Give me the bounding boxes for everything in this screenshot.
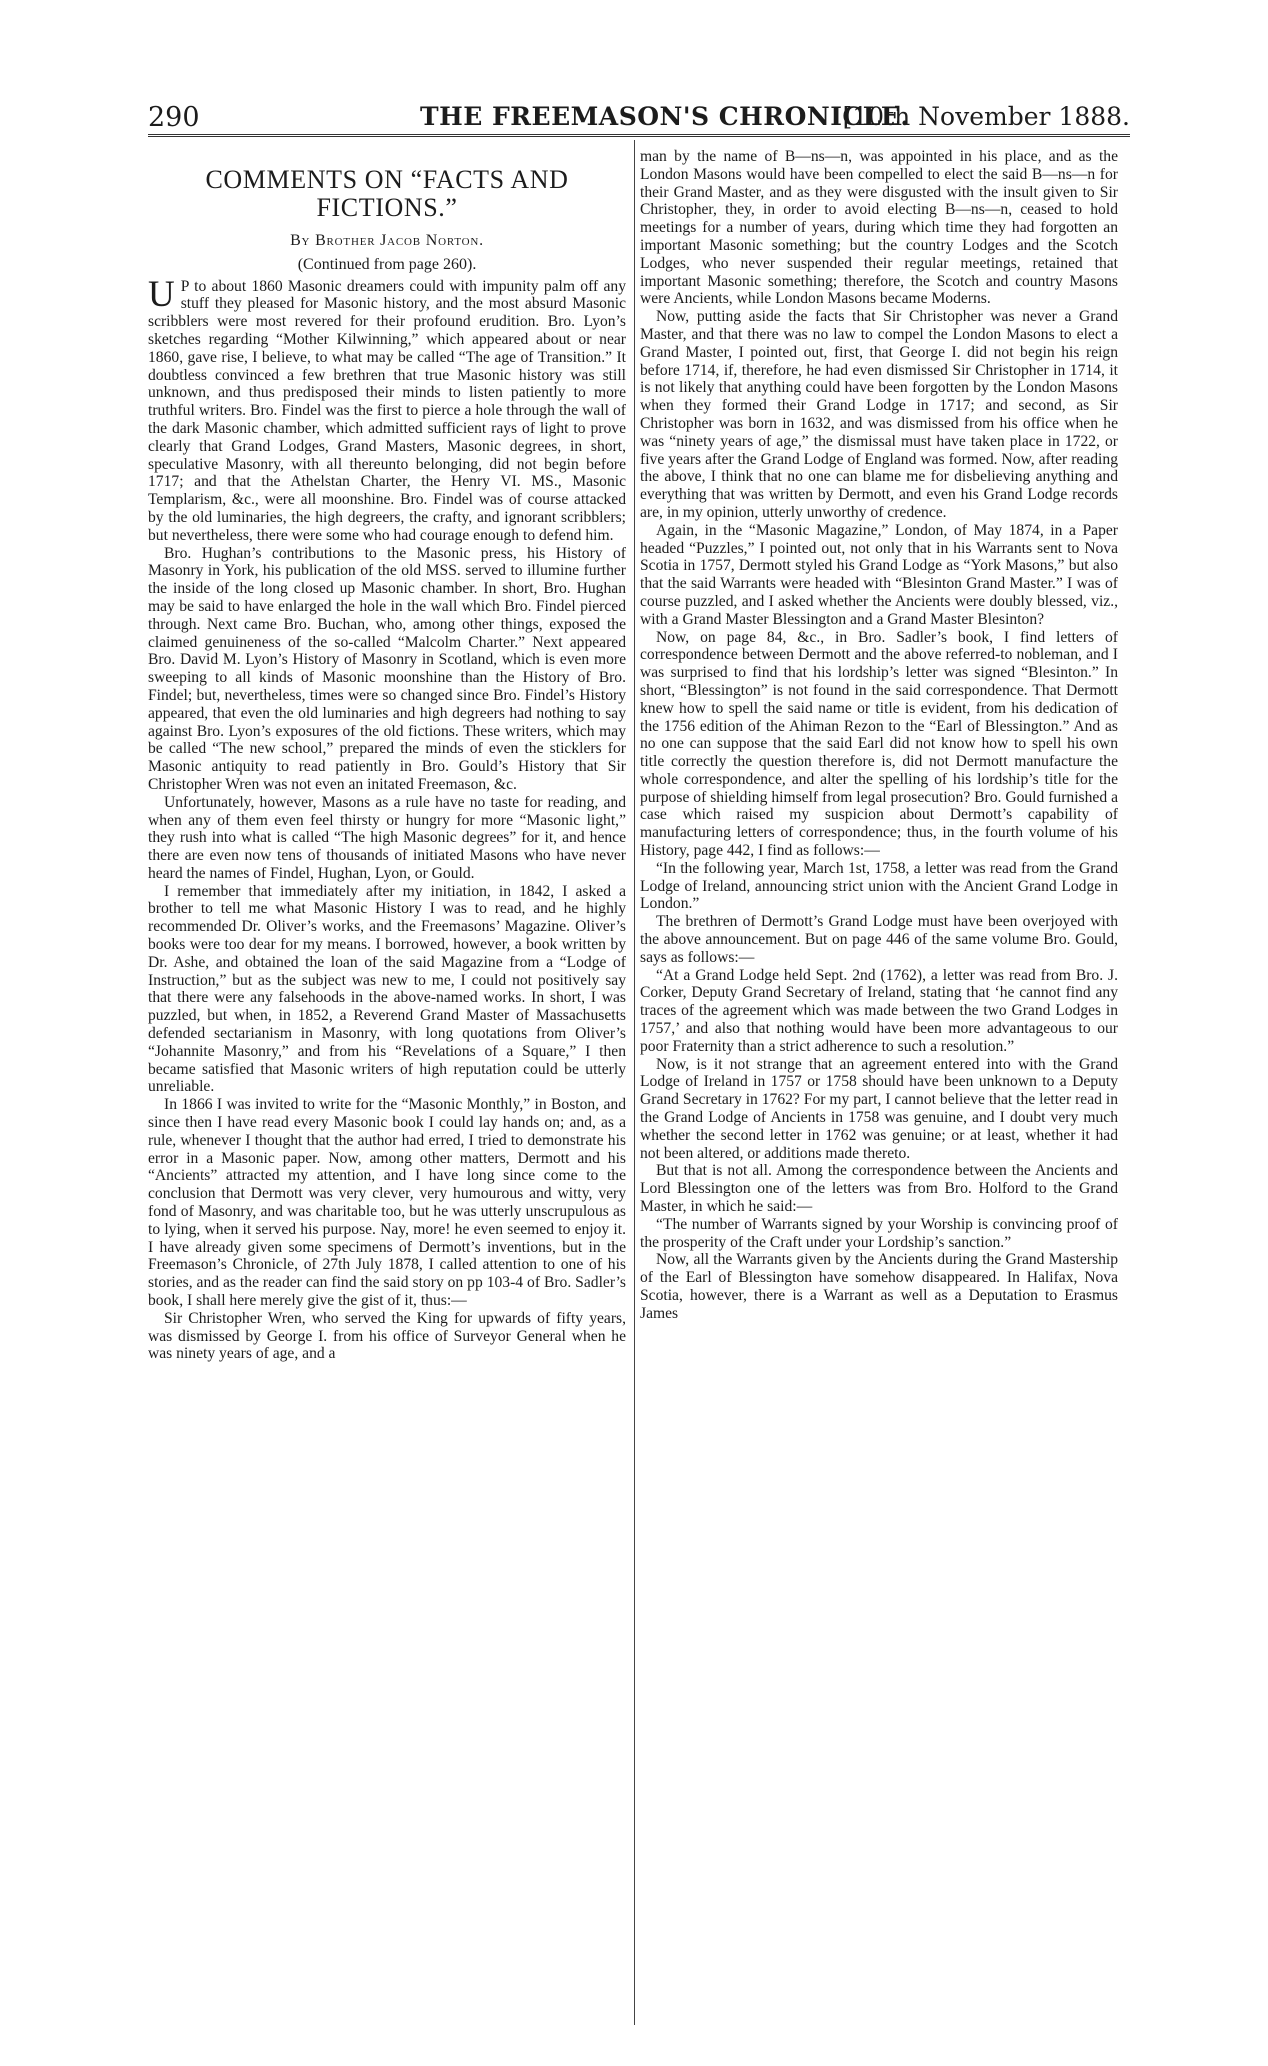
paragraph: Bro. Hughan’s contributions to the Masonic press, his History of Masonry in York, his publication of the old MSS. served to illumine further the inside of the long closed up Masonic chamber. In short, Bro. Hughan may be said to have enlarged the hole in the wall which Bro. Findel pierced through. Next came Bro. Buchan, who, among other things, exposed the claimed genuineness of the so-called “Malcolm Charter.” Next appeared Bro. David M. Lyon’s History of Masonry in Scotland, which is even more sweeping to all kinds of Masonic moonshine than the History of Bro. Findel; but, nevertheless, times were so changed since Bro. Findel’s History appeared, that even the old luminaries and high degreers had nothing to say against Bro. Lyon’s exposures of the old fictions. These writers, which may be called “The new school,” prepared the minds of even the sticklers for Masonic antiquity to read patiently in Bro. Gould’s History that Sir Christopher Wren was not even an initated Freemason, &c. [148,544,626,793]
paragraph: In 1866 I was invited to write for the “Masonic Monthly,” in Boston, and since then I have read every Masonic book I could lay hands on; and, as a rule, whenever I thought that the author had erred, I tried to demonstrate his error in a Masonic paper. Now, among other matters, Dermott and his “Ancients” attracted my attention, and I have long since come to the conclusion that Dermott was very clever, very humourous and witty, very fond of Masonry, and was charitable too, but he was utterly unscrupulous as to lying, when it served his purpose. Nay, more! he even seemed to enjoy it. I have already given some specimens of Dermott’s inventions, but in the Freemason’s Chronicle, of 27th July 1878, I called attention to one of his stories, and as the reader can find the said story on pp 103-4 of Bro. Sadler’s book, I shall here merely give the gist of it, thus:— [148,1096,626,1310]
paragraph: Now, putting aside the facts that Sir Christopher was never a Grand Master, and that there was no law to compel the London Masons to elect a Grand Master, I pointed out, first, that George I. did not begin his reign before 1714, if, therefore, he had even dismissed Sir Christopher in 1714, it is not likely that anything could have been forgotten by the London Masons when they formed their Grand Lodge in 1717; and second, as Sir Christopher was born in 1632, and was dismissed from his office when he was “ninety years of age,” the dismissal must have taken place in 1722, or five years after the Grand Lodge of England was formed. Now, after reading the above, I think that no one can blame me for disbelieving anything and everything that was written by Dermott, and even his Grand Lodge records are, in my opinion, utterly unworthy of credence. [640,308,1118,521]
paragraph: U P to about 1860 Masonic dreamers could with impunity palm off any stuff they pleased for Masonic history, and the most absurd Masonic scribblers were most revered for their profound erudition. Bro. Lyon’s sketches regarding “Mother Kilwinning,” which appeared about or near 1860, gave rise, I believe, to what may be called “The age of Transition.” It doubtless convinced a few brethren that true Masonic history was still unknown, and thus predisposed their minds to listen patiently to more truthful writers. Bro. Findel was the first to pierce a hole through the wall of the dark Masonic chamber, which admitted sufficient rays of light to prove clearly that Grand Lodges, Grand Masters, Masonic degrees, in short, speculative Masonry, with all thereunto belonging, did not begin before 1717; and that the Athelstan Charter, the Henry VI. MS., Masonic Templarism, &c., were all moonshine. Bro. Findel was of course attacked by the old luminaries, the high degreers, the crafty, and ignorant scribblers; but nevertheless, there were some who had courage enough to defend him. [148,273,626,544]
column-divider [634,140,635,2025]
paragraph: Unfortunately, however, Masons as a rule have no taste for reading, and when any of them even feel thirsty or hungry for more “Masonic light,” they rush into what is called “The high Masonic degrees” for it, and hence there are even now tens of thousands of initiated Masons who have never heard the names of Findel, Hughan, Lyon, or Gould. [148,793,626,882]
continued-note: (Continued from page 260). [297,255,477,273]
paragraph: But that is not all. Among the correspondence between the Ancients and Lord Blessington one of the letters was from Bro. Holford to the Grand Master, in which he said:— [640,1162,1118,1216]
paragraph: Now, on page 84, &c., in Bro. Sadler’s book, I find letters of correspondence between Dermott and the above referred-to nobleman, and I was surprised to find that his lordship’s letter was signed “Blesinton.” In short, “Blessington” is not found in the said correspondence. That Dermott knew how to spell the said name or title is evident, from his dedication of the 1756 edition of the Ahiman Rezon to the “Earl of Blessington.” And as no one can suppose that the said Earl did not know how to spell his own title correctly the question therefore is, did not Dermott manufacture the whole correspondence, and alter the spelling of his lordship’s title for the purpose of shielding himself from legal prosecution? Bro. Gould furnished a case which raised my suspicion about Dermott’s capability of manufacturing letters of correspondence; thus, in the fourth volume of his History, page 442, I find as follows:— [640,628,1118,860]
right-column [640,148,1118,1323]
left-column [148,148,626,1363]
paragraph: Again, in the “Masonic Magazine,” London, of May 1874, in a Paper headed “Puzzles,” I pointed out, not only that in his Warrants sent to Nova Scotia in 1757, Dermott styled his Grand Lodge as “York Masons,” but also that the said Warrants were headed with “Blesinton Grand Master.” I was of course puzzled, and I asked whether the Ancients were doubly blessed, viz., with a Grand Master Blessington and a Grand Master Blesinton? [640,521,1118,628]
article-byline: By Brother Jacob Norton. [290,232,484,249]
page-header [148,102,1130,133]
header-rule [148,134,1130,137]
drop-cap: U [148,273,175,315]
quotation: “In the following year, March 1st, 1758, a letter was read from the Grand Lodge of Ireland, announcing strict union with the Ancient Grand Lodge in London.” [640,859,1118,913]
quotation: “The number of Warrants signed by your Worship is convincing proof of the prosperity of the Craft under your Lordship’s sanction.” [640,1215,1118,1251]
quotation: “At a Grand Lodge held Sept. 2nd (1762), a letter was read from Bro. J. Corker, Deputy Grand Secretary of Ireland, stating that ‘he cannot find any traces of the agreement which was made between the two Grand Lodges in 1757,’ and also that nothing would have been more advantageous to our poor Fraternity than a strict adherence to such a resolution.” [640,966,1118,1055]
paragraph: Sir Christopher Wren, who served the King for upwards of fifty years, was dismissed by George I. from his office of Surveyor General when he was ninety years of age, and a [148,1309,626,1363]
issue-date: [10th November 1888. [842,102,1130,131]
newspaper-title: THE FREEMASON'S CHRONICLE. [420,102,910,131]
paragraph: man by the name of B—ns—n, was appointed in his place, and as the London Masons would have been compelled to elect the said B—ns—n for their Grand Master, and as they were disgusted with the insult given to Sir Christopher, they, in order to avoid electing B—ns—n, ceased to hold meetings for a number of years, during which time they had forgotten an important Masonic something; but the country Lodges and the Scotch Lodges, who never suspended their regular meetings, retained that important Masonic something; therefore, the Scotch and country Masons were Ancients, while London Masons became Moderns. [640,148,1118,308]
paragraph: The brethren of Dermott’s Grand Lodge must have been overjoyed with the above announcement. But on page 446 of the same volume Bro. Gould, says as follows:— [640,913,1118,966]
paragraph: Now, is it not strange that an agreement entered into with the Grand Lodge of Ireland in 1757 or 1758 should have been unknown to a Deputy Grand Secretary in 1762? For my part, I cannot believe that the letter read in the Grand Lodge of Ancients in 1758 was genuine, and I doubt very much whether the second letter in 1762 was genuine; or at least, whether it had not been altered, or additions made thereto. [640,1055,1118,1162]
paragraph: Now, all the Warrants given by the Ancients during the Grand Mastership of the Earl of Blessington have somehow disappeared. In Halifax, Nova Scotia, however, there is a Warrant as well as a Deputation to Erasmus James [640,1251,1118,1322]
article-headline: COMMENTS ON “FACTS AND FICTIONS.” [205,165,569,222]
page-number: 290 [148,102,200,133]
paragraph: I remember that immediately after my initiation, in 1842, I asked a brother to tell me what Masonic History I was to read, and he highly recommended Dr. Oliver’s works, and the Freemasons’ Magazine. Oliver’s books were too dear for my means. I borrowed, however, a book written by Dr. Ashe, and obtained the loan of the said Magazine from a “Lodge of Instruction,” but as the subject was new to me, I could not positively say that there were any falsehoods in the above-named works. In short, I was puzzled, but when, in 1852, a Reverend Grand Master of Massachusetts defended sectarianism in Masonry, with long quotations from Oliver’s “Johannite Masonry,” and from his “Revelations of a Square,” I then became satisfied that Masonic writers of high reputation could be utterly unreliable. [148,882,626,1096]
